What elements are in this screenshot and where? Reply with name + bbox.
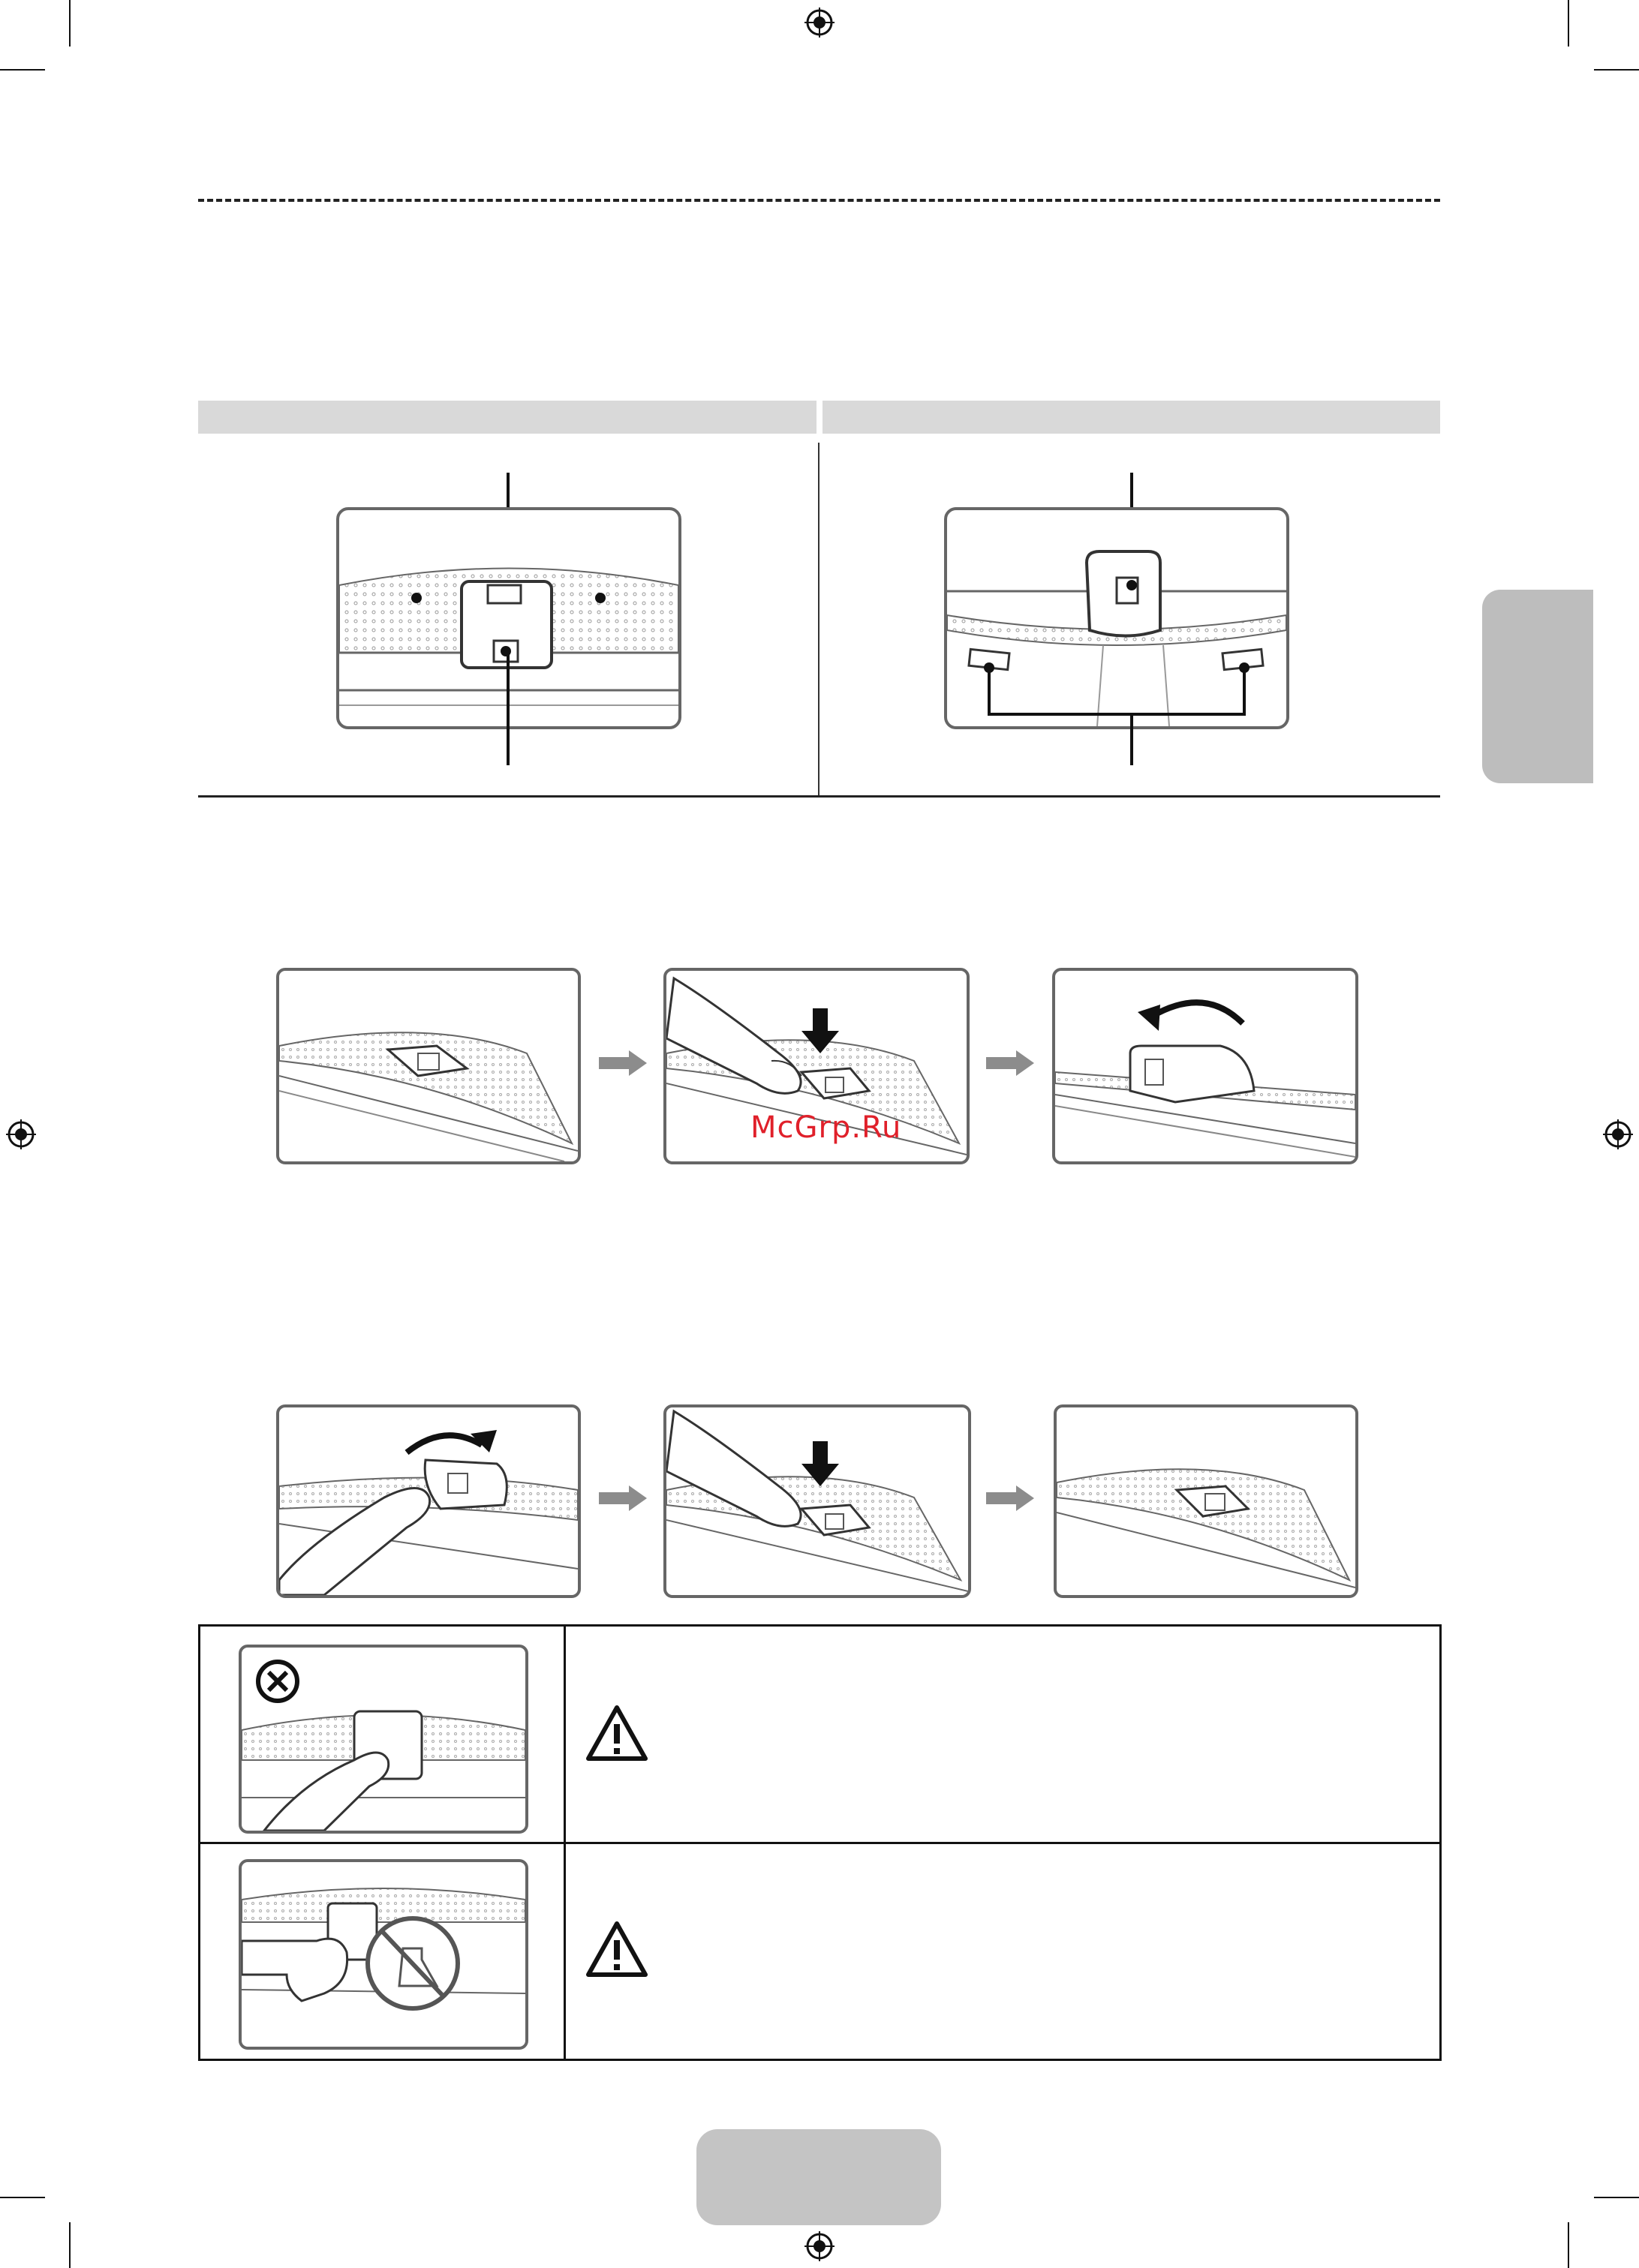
right-arrow-icon (599, 1485, 647, 1511)
camera-front-view (315, 473, 705, 765)
step-camera-push-back (276, 1404, 581, 1598)
registration-target-icon (1603, 1119, 1633, 1149)
warning-do-not-press-lens (239, 1645, 528, 1834)
step-camera-closed-final (1054, 1404, 1358, 1598)
warning-clean-with-dry-cloth (239, 1859, 528, 2050)
side-language-tab (1482, 590, 1593, 783)
watermark-text: McGrp.Ru (750, 1110, 902, 1145)
crop-mark (69, 2222, 71, 2268)
registration-target-icon (804, 2231, 835, 2261)
step-camera-popped-up (1052, 968, 1358, 1164)
page-number-box (696, 2129, 941, 2225)
step-camera-closed (276, 968, 581, 1164)
crop-mark (1594, 2197, 1639, 2198)
right-arrow-icon (986, 1050, 1034, 1076)
crop-mark (0, 69, 45, 71)
warning-triangle-icon (585, 1921, 648, 1978)
registration-target-icon (6, 1119, 36, 1149)
table-bottom-rule (198, 795, 1440, 798)
camera-rear-view (923, 473, 1313, 765)
crop-mark (1568, 2222, 1569, 2268)
warning-triangle-icon (585, 1705, 648, 1762)
right-arrow-icon (986, 1485, 1034, 1511)
table-header-left (198, 401, 816, 434)
crop-mark (0, 2197, 45, 2198)
table-column-divider (818, 443, 820, 795)
section-dashed-rule (198, 199, 1440, 202)
warnings-column-divider (564, 1624, 566, 2059)
warnings-row-divider (198, 1842, 1440, 1844)
step-camera-press-down-2 (663, 1404, 971, 1598)
registration-target-icon (804, 8, 835, 38)
right-arrow-icon (599, 1050, 647, 1076)
crop-mark (1568, 0, 1569, 47)
table-header-right (823, 401, 1440, 434)
crop-mark (69, 0, 71, 47)
crop-mark (1594, 69, 1639, 71)
